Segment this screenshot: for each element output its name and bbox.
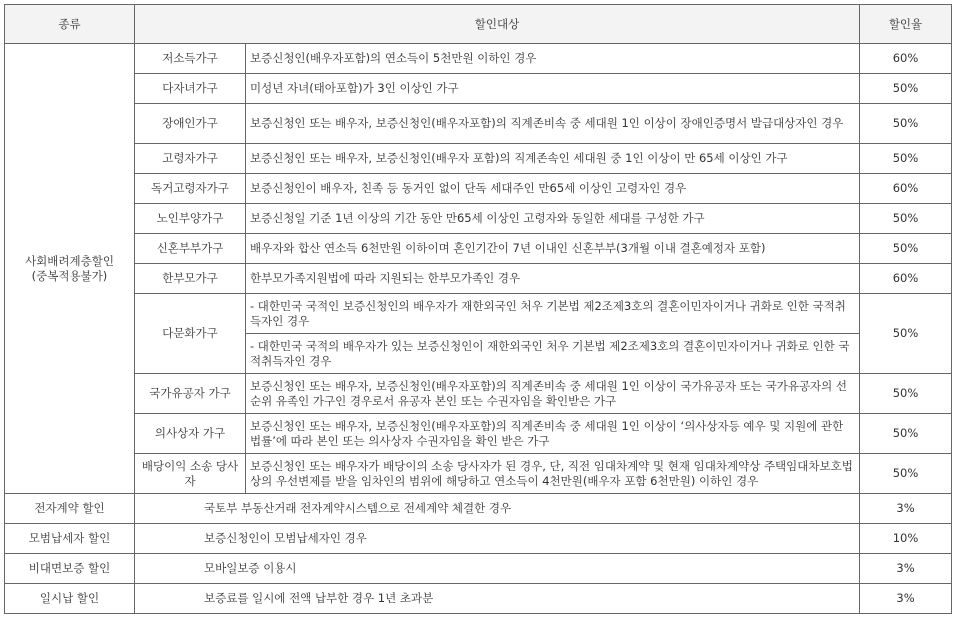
- description-cell: 보증신청인 또는 배우자가 배당이의 소송 당사자가 된 경우, 단, 직전 임대차계약 및 현재 임대차계약상 주택임대차보호법상의 우선변제를 받을 임차인의 범위에 해당하고 연소득이 4천만원(배우자 포함 6천만원) 이하인 경우: [246, 454, 860, 494]
- subcategory-cell: 배당이익 소송 당사자: [135, 454, 246, 494]
- subcategory-cell: 장애인가구: [135, 104, 246, 144]
- rate-cell: 50%: [860, 454, 952, 494]
- rate-cell: 50%: [860, 104, 952, 144]
- header-kind: 종류: [5, 5, 135, 44]
- description-cell: 국토부 부동산거래 전자계약시스템으로 전세계약 체결한 경우: [135, 494, 860, 524]
- description-cell: 배우자와 합산 연소득 6천만원 이하이며 혼인기간이 7년 이내인 신혼부부(3개월 이내 결혼예정자 포함): [246, 234, 860, 264]
- table-row: [5, 494, 952, 524]
- rate-cell: 3%: [860, 554, 952, 584]
- description-cell: 미성년 자녀(태아포함)가 3인 이상인 가구: [246, 74, 860, 104]
- table-row: [5, 264, 952, 294]
- rate-cell: 3%: [860, 494, 952, 524]
- description-cell: - 대한민국 국적인 보증신청인의 배우자가 재한외국인 처우 기본법 제2조제3호의 결혼이민자이거나 귀화로 인한 국적취득자인 경우: [246, 294, 860, 334]
- rate-cell: 50%: [860, 204, 952, 234]
- table-row: [5, 294, 952, 334]
- description-cell: 보증신청인이 배우자, 친족 등 동거인 없이 단독 세대주인 만65세 이상인 고령자인 경우: [246, 174, 860, 204]
- rate-cell: 50%: [860, 414, 952, 454]
- description-cell: 한부모가족지원법에 따라 지원되는 한부모가족인 경우: [246, 264, 860, 294]
- subcategory-cell: 한부모가구: [135, 264, 246, 294]
- table-row: [5, 74, 952, 104]
- table-row: [5, 174, 952, 204]
- table-row: [5, 44, 952, 74]
- description-cell: 보증신청일 기준 1년 이상의 기간 동안 만65세 이상인 고령자와 동일한 세대를 구성한 가구: [246, 204, 860, 234]
- table-row: [5, 584, 952, 614]
- rate-cell: 50%: [860, 294, 952, 374]
- table-row: [5, 554, 952, 584]
- subcategory-cell: 국가유공자 가구: [135, 374, 246, 414]
- description-cell: - 대한민국 국적의 배우자가 있는 보증신청인이 재한외국인 처우 기본법 제2조제3호의 결혼이민자이거나 귀화로 인한 국적취득자인 경우: [246, 334, 860, 374]
- table-row: [5, 524, 952, 554]
- rate-cell: 60%: [860, 44, 952, 74]
- description-cell: 보증신청인(배우자포함)의 연소득이 5천만원 이하인 경우: [246, 44, 860, 74]
- description-cell: 보증료를 일시에 전액 납부한 경우 1년 초과분: [135, 584, 860, 614]
- rate-cell: 50%: [860, 374, 952, 414]
- rate-cell: 50%: [860, 144, 952, 174]
- kind-cell: 모범납세자 할인: [5, 524, 135, 554]
- subcategory-cell: 독거고령자가구: [135, 174, 246, 204]
- header-rate: 할인율: [860, 5, 952, 44]
- kind-cell: 일시납 할인: [5, 584, 135, 614]
- social-group-cell: [5, 44, 135, 494]
- table-row: [5, 104, 952, 144]
- table-row: [5, 234, 952, 264]
- subcategory-cell: 신혼부부가구: [135, 234, 246, 264]
- subcategory-cell: 의사상자 가구: [135, 414, 246, 454]
- discount-table: [4, 4, 952, 614]
- subcategory-cell: 다자녀가구: [135, 74, 246, 104]
- description-cell: 보증신청인 또는 배우자, 보증신청인(배우자포함)의 직계존비속 중 세대원 1인 이상이 ‘의사상자등 예우 및 지원에 관한 법률’에 따라 본인 또는 의사상자 수권자임을 확인 받은 가구: [246, 414, 860, 454]
- table-row: [5, 144, 952, 174]
- table-row: [5, 204, 952, 234]
- rate-cell: 60%: [860, 174, 952, 204]
- subcategory-cell: 고령자가구: [135, 144, 246, 174]
- rate-cell: 10%: [860, 524, 952, 554]
- description-cell: 모바일보증 이용시: [135, 554, 860, 584]
- header-row: [5, 5, 952, 44]
- description-cell: 보증신청인이 모범납세자인 경우: [135, 524, 860, 554]
- table-row: [5, 374, 952, 414]
- header-target: 할인대상: [135, 5, 860, 44]
- description-cell: 보증신청인 또는 배우자, 보증신청인(배우자 포함)의 직계존속인 세대원 중 1인 이상이 만 65세 이상인 가구: [246, 144, 860, 174]
- table-row: [5, 414, 952, 454]
- subcategory-cell: 다문화가구: [135, 294, 246, 374]
- social-group-note: (중복적용불가): [31, 268, 108, 283]
- rate-cell: 50%: [860, 74, 952, 104]
- rate-cell: 3%: [860, 584, 952, 614]
- rate-cell: 60%: [860, 264, 952, 294]
- rate-cell: 50%: [860, 234, 952, 264]
- kind-cell: 전자계약 할인: [5, 494, 135, 524]
- description-cell: 보증신청인 또는 배우자, 보증신청인(배우자포함)의 직계존비속 중 세대원 1인 이상이 국가유공자 또는 국가유공자의 선순위 유족인 가구인 경우로서 유공자 본인 또는 수권자임을 확인받은 가구: [246, 374, 860, 414]
- description-cell: 보증신청인 또는 배우자, 보증신청인(배우자포함)의 직계존비속 중 세대원 1인 이상이 장애인증명서 발급대상자인 경우: [246, 104, 860, 144]
- subcategory-cell: 노인부양가구: [135, 204, 246, 234]
- social-group-title: 사회배려계층할인: [25, 253, 114, 268]
- subcategory-cell: 저소득가구: [135, 44, 246, 74]
- kind-cell: 비대면보증 할인: [5, 554, 135, 584]
- table-row: [5, 454, 952, 494]
